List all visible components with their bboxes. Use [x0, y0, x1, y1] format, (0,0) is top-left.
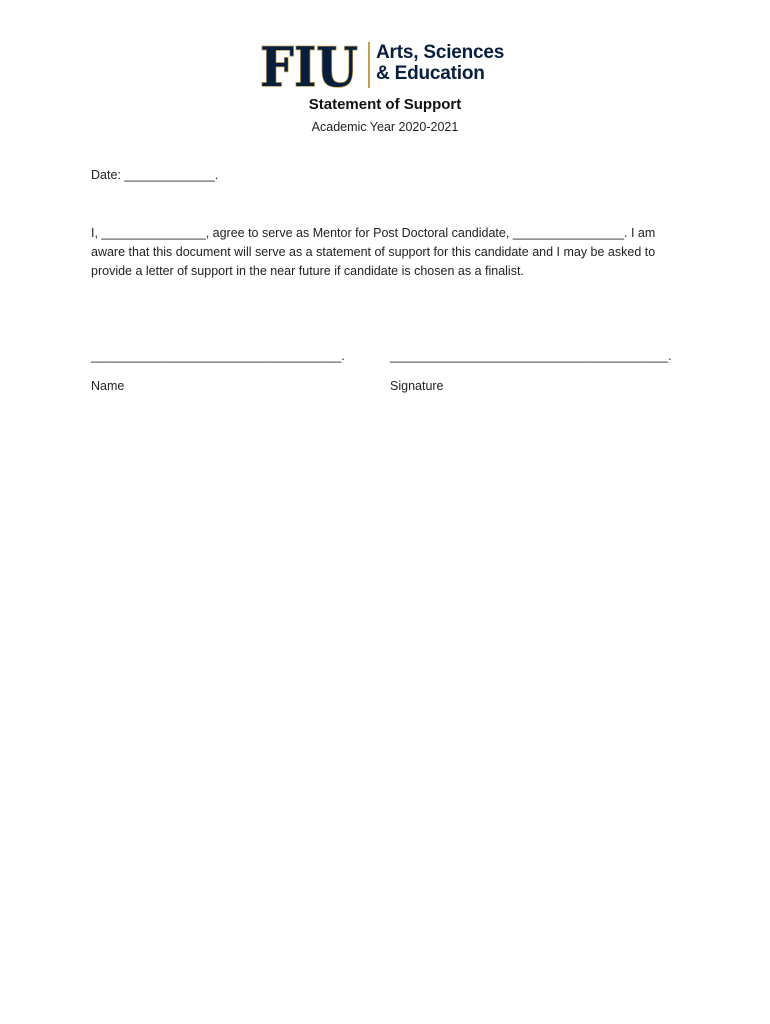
support-statement	[91, 224, 655, 281]
statement-line-3: provide a letter of support in the near future if candidate is chosen as a finalist.	[91, 264, 524, 278]
date-field: Date: _____________.	[91, 168, 219, 182]
college-name-line-2: & Education	[376, 63, 485, 84]
fiu-logo	[259, 35, 515, 99]
name-blank-line: ____________________________________.	[91, 349, 345, 363]
fiu-logo-letters: FIU	[260, 35, 358, 99]
signature-blank-line: ________________________________________.	[390, 349, 672, 363]
college-name	[376, 42, 504, 84]
name-label: Name	[91, 379, 125, 393]
college-name-line-1: Arts, Sciences	[376, 42, 505, 63]
signature-label: Signature	[390, 379, 444, 393]
logo-divider	[368, 42, 370, 88]
academic-year: Academic Year 2020-2021	[311, 120, 459, 134]
statement-line-1: I, _______________, agree to serve as Mentor for Post Doctoral candidate, ________________. I am	[91, 226, 656, 240]
document-title: Statement of Support	[308, 96, 462, 113]
statement-line-2: aware that this document will serve as a statement of support for this candidate and I may be asked to	[91, 245, 656, 259]
fiu-logo-mark	[259, 35, 359, 99]
